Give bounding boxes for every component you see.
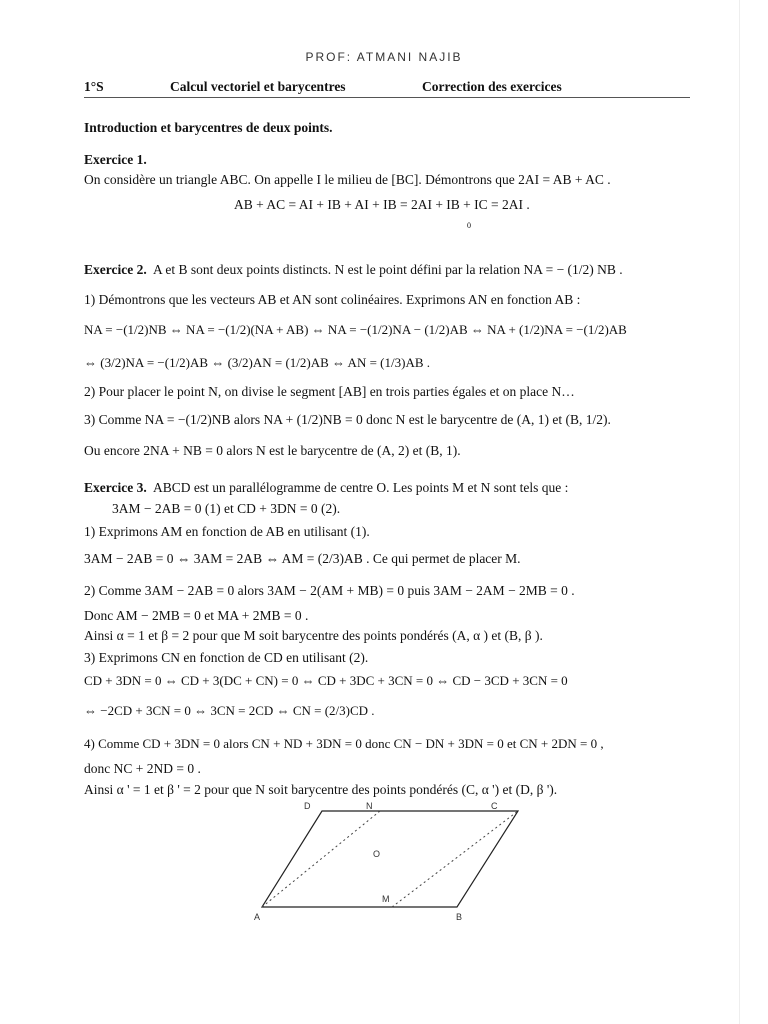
ex3-eq3: CD + 3DN = 0 ⇔ CD + 3(DC + CN) = 0 ⇔ CD + 3DC + 3CN = 0 ⇔ CD − 3CD + 3CN = 0 [84,673,568,688]
section-title: Introduction et barycentres de deux points. [84,120,333,135]
ex2-title: Exercice 2. [84,262,147,277]
parallelogram-outline [262,811,518,907]
segment-AN [262,811,380,907]
ex2-eq2: ⇔ (3/2)NA = −(1/2)AB ⇔ (3/2)AN = (1/2)AB ⇔ AN = (1/3)AB . [84,355,430,370]
doc-subtitle: Correction des exercices [422,79,562,94]
ex3-intro: ABCD est un parallélogramme de centre O. Les points M et N sont tels que : [153,480,569,495]
ex3-q4: 4) Comme CD + 3DN = 0 alors CN + ND + 3DN = 0 donc CN − DN + 3DN = 0 et CN + 2DN = 0 , [84,736,604,751]
label-A: A [254,912,261,922]
ex2-eq1: NA = −(1/2)NB ⇔ NA = −(1/2)(NA + AB) ⇔ NA = −(1/2)NA − (1/2)AB ⇔ NA + (1/2)NA = −(1/2)AB [84,322,627,337]
ex3-eq3b: ⇔ −2CD + 3CN = 0 ⇔ 3CN = 2CD ⇔ CN = (2/3)CD . [84,703,375,718]
ex1-proof: AB + AC = AI + IB + AI + IB = 2AI + IB + IC = 2AI . [234,197,530,212]
ex3-q4b: donc NC + 2ND = 0 . [84,761,201,776]
ex3-q2c: Ainsi α = 1 et β = 2 pour que M soit barycentre des points pondérés (A, α ) et (B, β ). [84,628,543,643]
ex2-q3: 3) Comme NA = −(1/2)NB alors NA + (1/2)NB = 0 donc N est le barycentre de (A, 1) et (B, 1/2). [84,412,611,427]
ex1-statement: On considère un triangle ABC. On appelle I le milieu de [BC]. Démontrons que 2AI = AB + AC . [84,172,611,187]
label-B: B [456,912,463,922]
ex2-q2: 2) Pour placer le point N, on divise le segment [AB] en trois parties égales et on place N… [84,384,575,399]
ex2-intro: A et B sont deux points distincts. N est le point défini par la relation NA = − (1/2) NB . [153,262,623,277]
ex1-zero: 0 [467,221,471,230]
class-level: 1°S [84,79,104,94]
doc-title: Calcul vectoriel et barycentres [170,79,346,94]
ex3-title: Exercice 3. [84,480,147,495]
ex3-q2: 2) Comme 3AM − 2AB = 0 alors 3AM − 2(AM + MB) = 0 puis 3AM − 2AM − 2MB = 0 . [84,583,575,598]
ex3-relations: 3AM − 2AB = 0 (1) et CD + 3DN = 0 (2). [112,501,341,516]
label-M: M [382,894,390,904]
author-line: PROF: ATMANI NAJIB [305,50,463,64]
label-C: C [491,801,498,811]
ex2-q3b: Ou encore 2NA + NB = 0 alors N est le barycentre de (A, 2) et (B, 1). [84,443,461,458]
ex3-eq1: 3AM − 2AB = 0 ⇔ 3AM = 2AB ⇔ AM = (2/3)AB . Ce qui permet de placer M. [84,551,521,566]
ex3-q4c: Ainsi α ' = 1 et β ' = 2 pour que N soit barycentre des points pondérés (C, α ') et (D, β '). [84,782,558,797]
ex3-q1: 1) Exprimons AM en fonction de AB en utilisant (1). [84,524,370,539]
ex2-q1: 1) Démontrons que les vecteurs AB et AN sont colinéaires. Exprimons AN en fonction AB : [84,292,581,307]
ex3-q2b: Donc AM − 2MB = 0 et MA + 2MB = 0 . [84,608,309,623]
label-D: D [304,801,311,811]
ex3-q3: 3) Exprimons CN en fonction de CD en utilisant (2). [84,650,369,665]
ex1-title: Exercice 1. [84,152,147,167]
header-rule [84,97,690,98]
segment-MC [392,811,518,907]
page-edge [739,0,740,1024]
parallelogram-figure [240,800,540,930]
label-N: N [366,801,373,811]
label-O: O [373,849,381,859]
